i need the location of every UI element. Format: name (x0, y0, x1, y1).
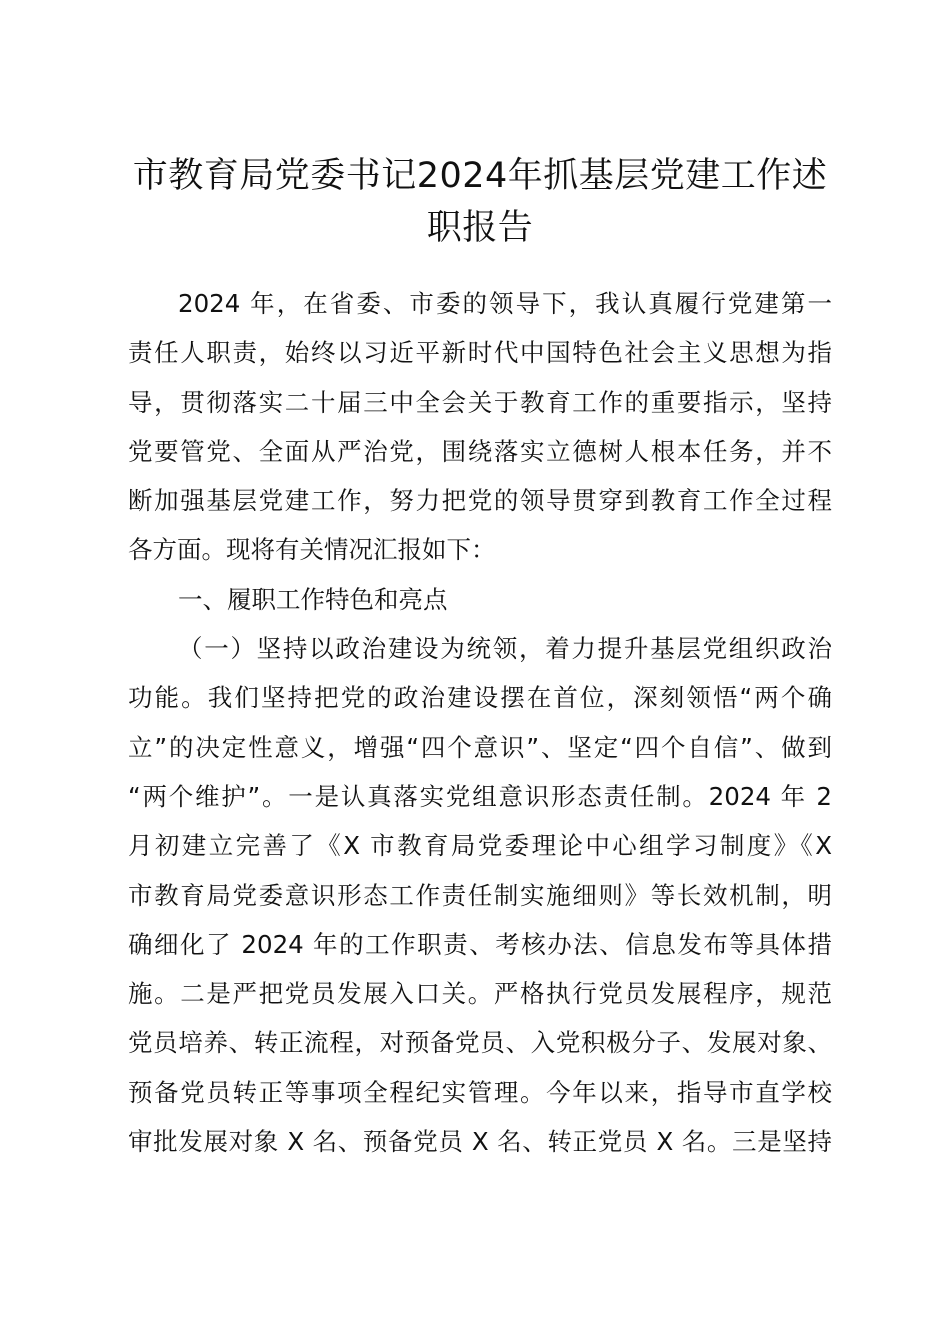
paragraph-line: 月初建立完善了《X 市教育局党委理论中心组学习制度》《X (128, 831, 832, 861)
paragraph-line: 施。二是严把党员发展入口关。严格执行党员发展程序，规范 (128, 979, 832, 1009)
document-body (128, 279, 832, 1166)
paragraph-line: 功能。我们坚持把党的政治建设摆在首位，深刻领悟“两个确 (128, 683, 832, 713)
section-heading: 一、履职工作特色和亮点 (178, 584, 448, 614)
title-line: 市教育局党委书记2024年抓基层党建工作述 (132, 156, 828, 196)
paragraph-line: 确细化了 2024 年的工作职责、考核办法、信息发布等具体措 (128, 929, 832, 959)
paragraph-line: 市教育局党委意识形态工作责任制实施细则》等长效机制，明 (128, 880, 832, 910)
paragraph-line: 党要管党、全面从严治党，围绕落实立德树人根本任务，并不 (128, 436, 832, 466)
document-title (128, 150, 832, 254)
paragraph-line: 预备党员转正等事项全程纪实管理。今年以来，指导市直学校 (128, 1077, 832, 1107)
paragraph-line: 责任人职责，始终以习近平新时代中国特色社会主义思想为指 (128, 338, 832, 368)
paragraph-line: 断加强基层党建工作，努力把党的领导贯穿到教育工作全过程 (128, 486, 832, 516)
paragraph-line: 立”的决定性意义，增强“四个意识”、坚定“四个自信”、做到 (128, 732, 832, 762)
paragraph-line: “两个维护”。一是认真落实党组意识形态责任制。2024 年 2 (128, 781, 832, 811)
paragraph-line: 2024 年，在省委、市委的领导下，我认真履行党建第一 (178, 289, 832, 318)
paragraph-line: （一）坚持以政治建设为统领，着力提升基层党组织政治 (178, 634, 832, 664)
title-line: 职报告 (426, 208, 534, 248)
paragraph-line: 审批发展对象 X 名、预备党员 X 名、转正党员 X 名。三是坚持 (128, 1127, 832, 1157)
paragraph-line: 导，贯彻落实二十届三中全会关于教育工作的重要指示，坚持 (128, 387, 832, 417)
paragraph-line: 各方面。现将有关情况汇报如下： (128, 535, 496, 565)
paragraph-line: 党员培养、转正流程，对预备党员、入党积极分子、发展对象、 (128, 1028, 832, 1058)
